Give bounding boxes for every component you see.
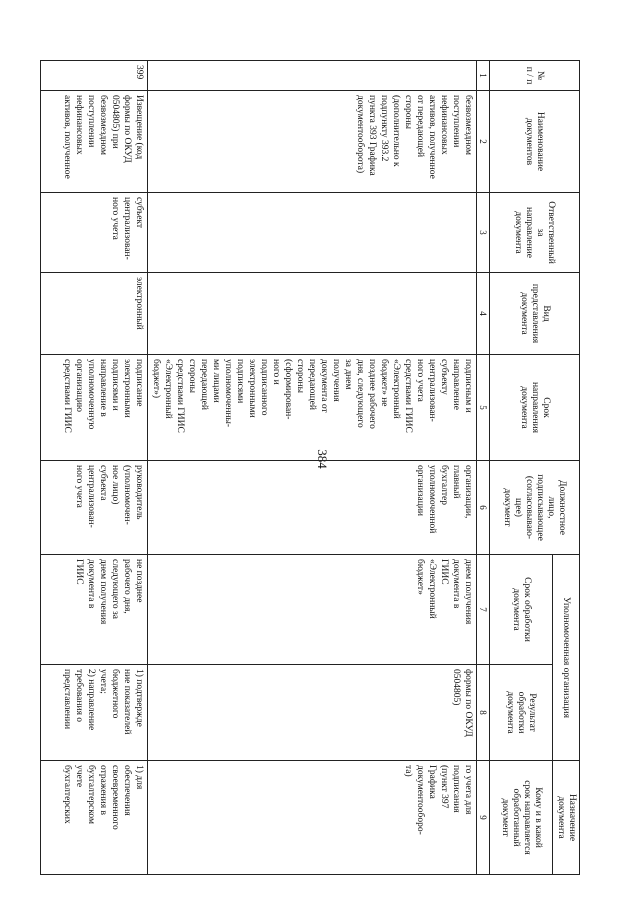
recipient-cell: го учета для подписания (пункт 397 Графика документооборо- та) — [148, 761, 477, 875]
document-sheet — [62, 60, 580, 874]
header-col-view: Вид представления документа — [490, 273, 580, 355]
responsible-cell — [148, 193, 477, 273]
responsible-cell: субъект централизован- ного учета — [41, 193, 148, 273]
rotated-table-container — [62, 60, 580, 874]
result-cell: формы по ОКУД 0504805) — [148, 665, 477, 761]
deadline-cell: подписным и направление субъекту централизован- ного учета средствами ГИИС «Электронный бюджет» не позднее рабочего дня, следующего за днем получения документа от передающей стороны (сформирован- ного и подписанного электронными подписями уполномоченны- ми лицами передающей стороны средствами ГИИС «Электронный бюджет») — [148, 355, 477, 461]
deadline-cell: подписание электронными подписями и направление в уполномоченную организацию средствами ГИИС — [41, 355, 148, 461]
page-number-text: 384 — [315, 449, 330, 469]
document-flow-table — [40, 60, 580, 875]
header-group-organization: Уполномоченная организация — [553, 555, 580, 761]
header-col-deadline: Срок направления документа — [490, 355, 580, 461]
header-col-responsible: Ответственный за направление документа — [490, 193, 580, 273]
column-number-row — [477, 61, 490, 875]
table-row — [41, 61, 148, 875]
header-col-processing-time: Срок обработки документа — [490, 555, 553, 665]
table-row — [148, 61, 477, 875]
header-group-destination: Назначение документа — [553, 761, 580, 875]
column-number: 6 — [477, 461, 490, 555]
column-number: 2 — [477, 91, 490, 193]
header-row-top — [553, 61, 580, 875]
header-col-num: № п / п — [490, 61, 580, 91]
recipient-cell: 1) для обеспечения своевременного отражения в бухгалтерском учете бухгалтерских — [41, 761, 148, 875]
header-col-recipient: Кому и в какой срок направляется обработанный документ — [490, 761, 553, 875]
header-col-name: Наименование документов — [490, 91, 580, 193]
result-cell: 1) подтвержде ние показателей бюджетного учета; 2) направление требования о представлении — [41, 665, 148, 761]
row-number-cell: 399 — [41, 61, 148, 91]
document-name-cell: Извещение (код формы по ОКУД 0504805) при безвозмездном поступлении нефинансовых активов, полученное — [41, 91, 148, 193]
column-number: 7 — [477, 555, 490, 665]
column-number: 4 — [477, 273, 490, 355]
view-cell — [148, 273, 477, 355]
processing-time-cell: не позднее рабочего дня, следующего за днем получения документа в ГИИС — [41, 555, 148, 665]
column-number: 8 — [477, 665, 490, 761]
column-number: 5 — [477, 355, 490, 461]
header-col-official: Должностное лицо, подписывающее (согласовываю- щее) документ — [490, 461, 580, 555]
row-number-cell — [148, 61, 477, 91]
document-name-cell: безвозмездном поступлении нефинансовых активов, полученное от передающей стороны (дополнительно к подпункту 393.2 пункта 393 Графика документооборота) — [148, 91, 477, 193]
official-cell: организации, главный бухгалтер уполномоченной организации — [148, 461, 477, 555]
column-number: 1 — [477, 61, 490, 91]
processing-time-cell: днем получения документа в ГИИС «Электронный бюджет» — [148, 555, 477, 665]
header-col-result: Результат обработки документа — [490, 665, 553, 761]
column-number: 3 — [477, 193, 490, 273]
view-cell: электронный — [41, 273, 148, 355]
column-number: 9 — [477, 761, 490, 875]
official-cell: руководитель (уполномочен- ное лицо) субъекта централизован- ного учета — [41, 461, 148, 555]
